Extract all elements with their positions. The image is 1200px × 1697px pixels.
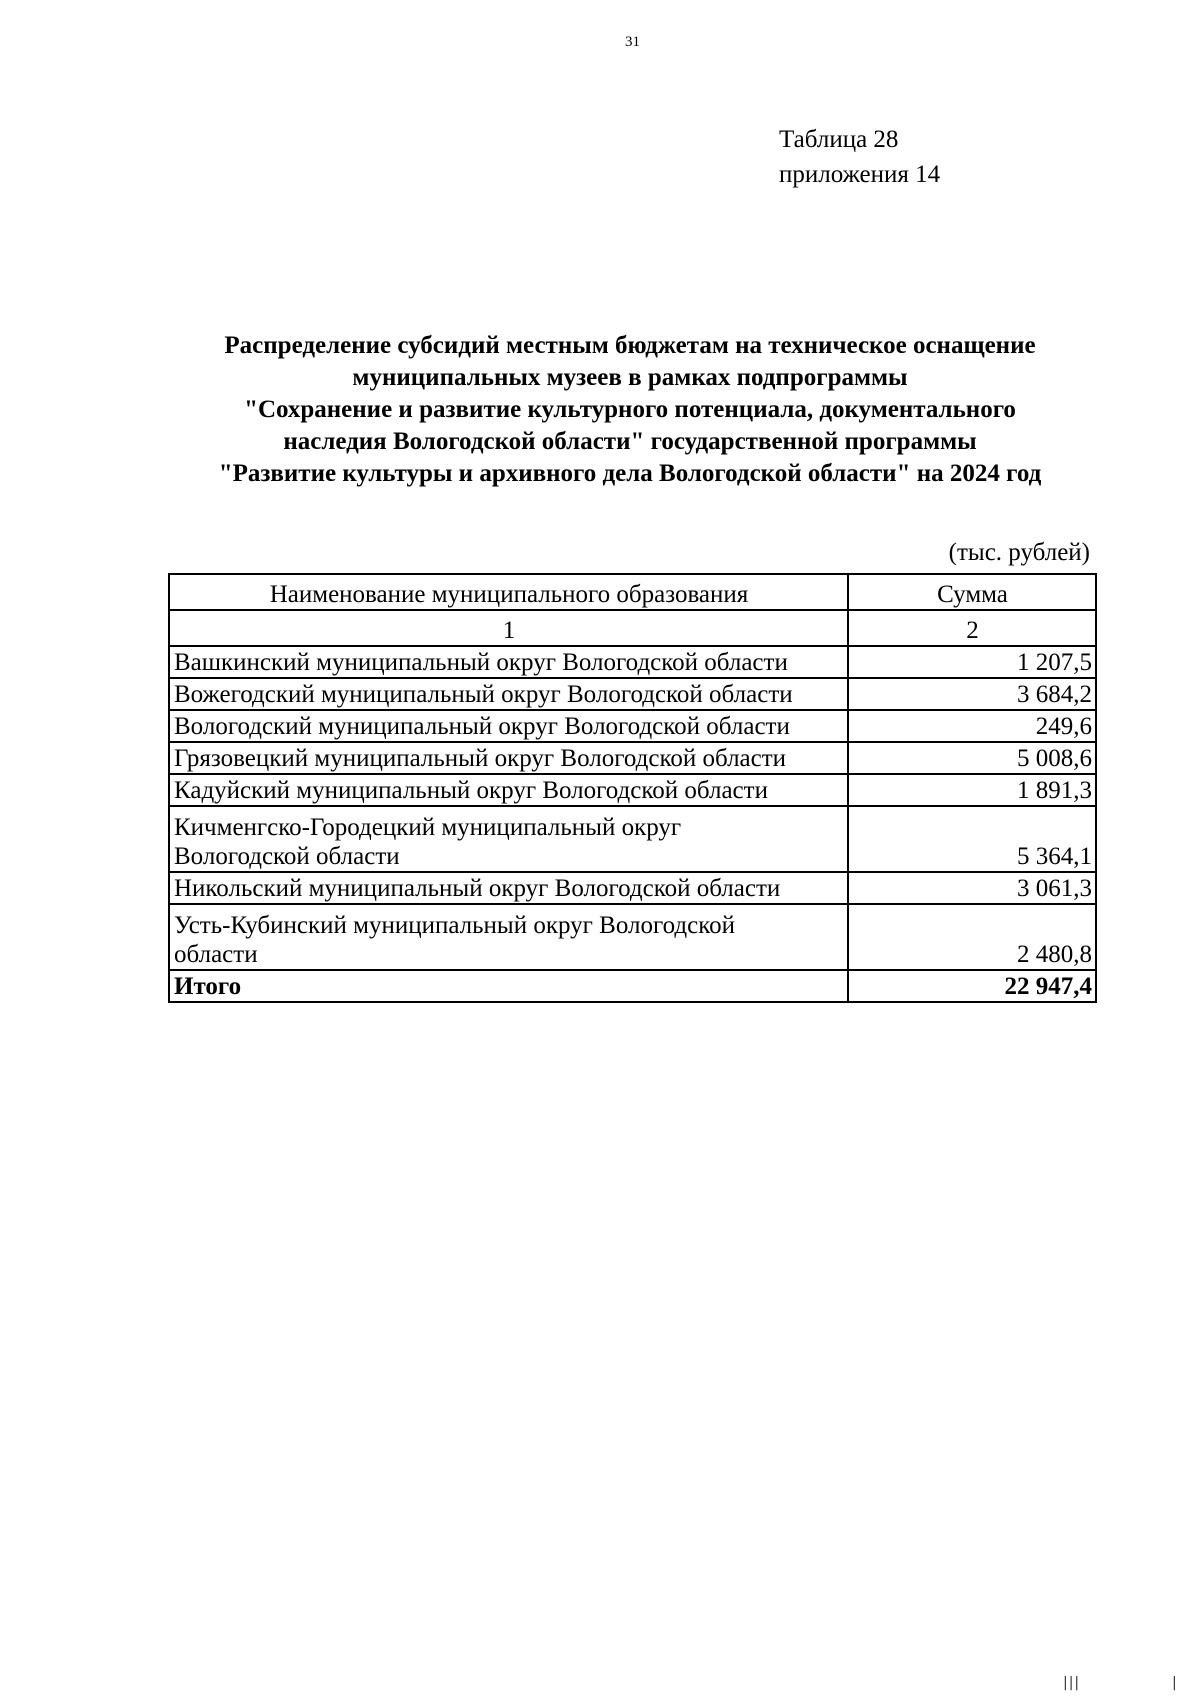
title-line: Распределение субсидий местным бюджетам на техническое оснащение xyxy=(224,332,1036,359)
scan-marks: ||| xyxy=(1063,1675,1081,1691)
title-line: наследия Вологодской области" государственной программы xyxy=(283,428,977,455)
table-row xyxy=(169,774,1096,806)
municipality-name: Грязовецкий муниципальный округ Вологодской области xyxy=(169,742,848,774)
scan-mark: | xyxy=(1172,1675,1177,1691)
amount: 3 061,3 xyxy=(848,872,1096,904)
table-ref-line2: приложения 14 xyxy=(779,161,941,188)
municipality-name: Никольский муниципальный округ Вологодской области xyxy=(169,872,848,904)
amount: 3 684,2 xyxy=(848,678,1096,710)
total-row xyxy=(169,970,1096,1002)
table-row xyxy=(169,678,1096,710)
amount: 2 480,8 xyxy=(848,904,1096,970)
municipality-name: Усть-Кубинский муниципальный округ Вологодской области xyxy=(169,904,848,970)
municipality-name: Вожегодский муниципальный округ Вологодской области xyxy=(169,678,848,710)
page-number: 31 xyxy=(625,34,640,50)
header-name: Наименование муниципального образования xyxy=(169,574,848,610)
municipality-name: Кадуйский муниципальный округ Вологодской области xyxy=(169,774,848,806)
total-label: Итого xyxy=(169,970,848,1002)
column-number-row xyxy=(169,610,1096,646)
amount: 5 008,6 xyxy=(848,742,1096,774)
municipality-name: Вашкинский муниципальный округ Вологодской области xyxy=(169,646,848,678)
table-header-row xyxy=(169,574,1096,610)
table-row xyxy=(169,710,1096,742)
document-title xyxy=(170,330,1090,490)
amount: 1 891,3 xyxy=(848,774,1096,806)
column-number: 2 xyxy=(848,610,1096,646)
subsidy-table xyxy=(168,573,1097,1003)
column-number: 1 xyxy=(169,610,848,646)
amount: 5 364,1 xyxy=(848,806,1096,872)
municipality-name: Кичменгско-Городецкий муниципальный округ Вологодской области xyxy=(169,806,848,872)
title-line: муниципальных музеев в рамках подпрограммы xyxy=(352,364,908,391)
municipality-name: Вологодский муниципальный округ Вологодской области xyxy=(169,710,848,742)
table-row xyxy=(169,904,1096,970)
title-line: "Сохранение и развитие культурного потенциала, документального xyxy=(244,396,1016,423)
total-amount: 22 947,4 xyxy=(848,970,1096,1002)
units-note: (тыс. рублей) xyxy=(948,539,1090,566)
amount: 1 207,5 xyxy=(848,646,1096,678)
table-row xyxy=(169,742,1096,774)
header-sum: Сумма xyxy=(848,574,1096,610)
table-row xyxy=(169,872,1096,904)
table-row xyxy=(169,646,1096,678)
table-reference xyxy=(779,122,940,192)
amount: 249,6 xyxy=(848,710,1096,742)
table-ref-line1: Таблица 28 xyxy=(779,126,899,153)
table-row xyxy=(169,806,1096,872)
title-line: "Развитие культуры и архивного дела Вологодской области" на 2024 год xyxy=(218,460,1042,487)
